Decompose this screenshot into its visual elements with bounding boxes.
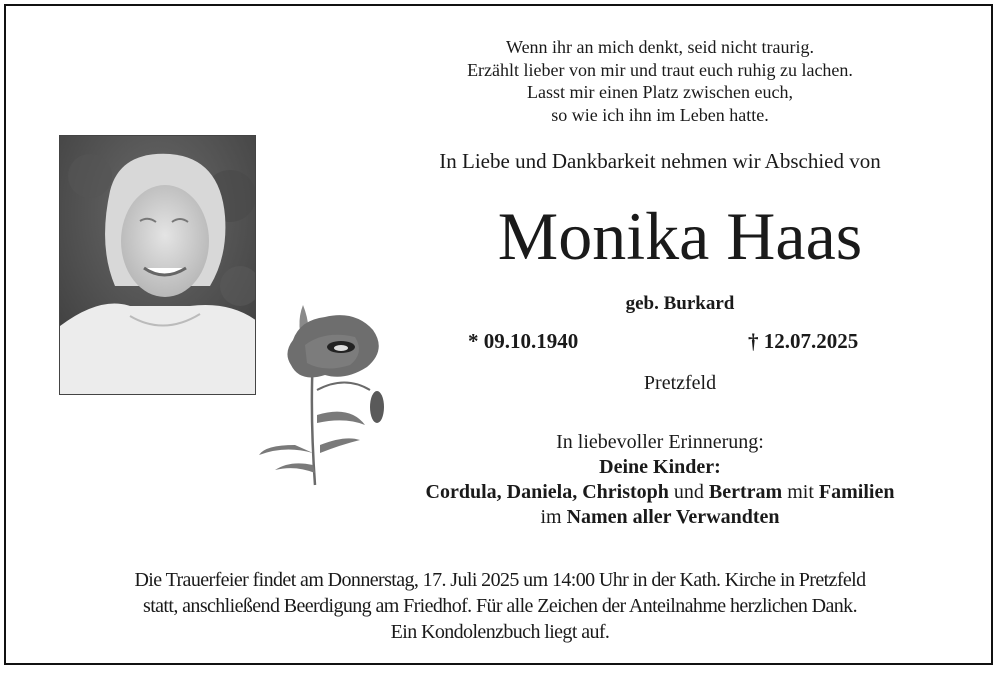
and-word: und [673, 481, 704, 503]
death-date: † 12.07.2025 [748, 329, 859, 353]
birth-date: * 09.10.1940 [468, 329, 579, 353]
child-name: Bertram [708, 481, 783, 503]
family-title: Deine Kinder: [599, 456, 721, 478]
children-names: Cordula, Daniela, Christoph [425, 481, 669, 503]
family-names [360, 480, 960, 505]
place: Pretzfeld [643, 372, 717, 394]
deceased-name: Monika Haas [497, 198, 863, 274]
portrait-photo [59, 135, 256, 395]
portrait-image [60, 136, 256, 395]
funeral-info [30, 567, 970, 645]
family-intro: In liebevoller Erinnerung: [556, 431, 764, 453]
poem [420, 36, 900, 126]
footer-line: Ein Kondolenzbuch liegt auf. [390, 621, 610, 643]
relatives-text: Namen aller Verwandten [566, 506, 780, 528]
maiden-name: geb. Burkard [625, 293, 735, 314]
relatives-line [360, 505, 960, 530]
im-word: im [540, 506, 562, 528]
with-word: mit [787, 481, 814, 503]
poem-line: so wie ich ihn im Leben hatte. [551, 104, 769, 125]
poppy-icon [255, 295, 395, 490]
poppy-illustration [255, 295, 395, 490]
poem-line: Lasst mir einen Platz zwischen euch, [527, 82, 793, 102]
poem-line: Erzählt lieber von mir und traut euch ruhig zu lachen. [467, 59, 853, 80]
footer-line: Die Trauerfeier findet am Donnerstag, 17. Juli 2025 um 14:00 Uhr in der Kath. Kirche in Pretzfeld [134, 569, 866, 591]
families-word: Familien [818, 481, 895, 503]
farewell-intro: In Liebe und Dankbarkeit nehmen wir Abschied von [439, 149, 881, 173]
poem-line: Wenn ihr an mich denkt, seid nicht traurig. [506, 37, 814, 57]
family-section [360, 430, 960, 530]
footer-line: statt, anschließend Beerdigung am Friedhof. Für alle Zeichen der Anteilnahme herzlichen Dank. [143, 595, 857, 617]
